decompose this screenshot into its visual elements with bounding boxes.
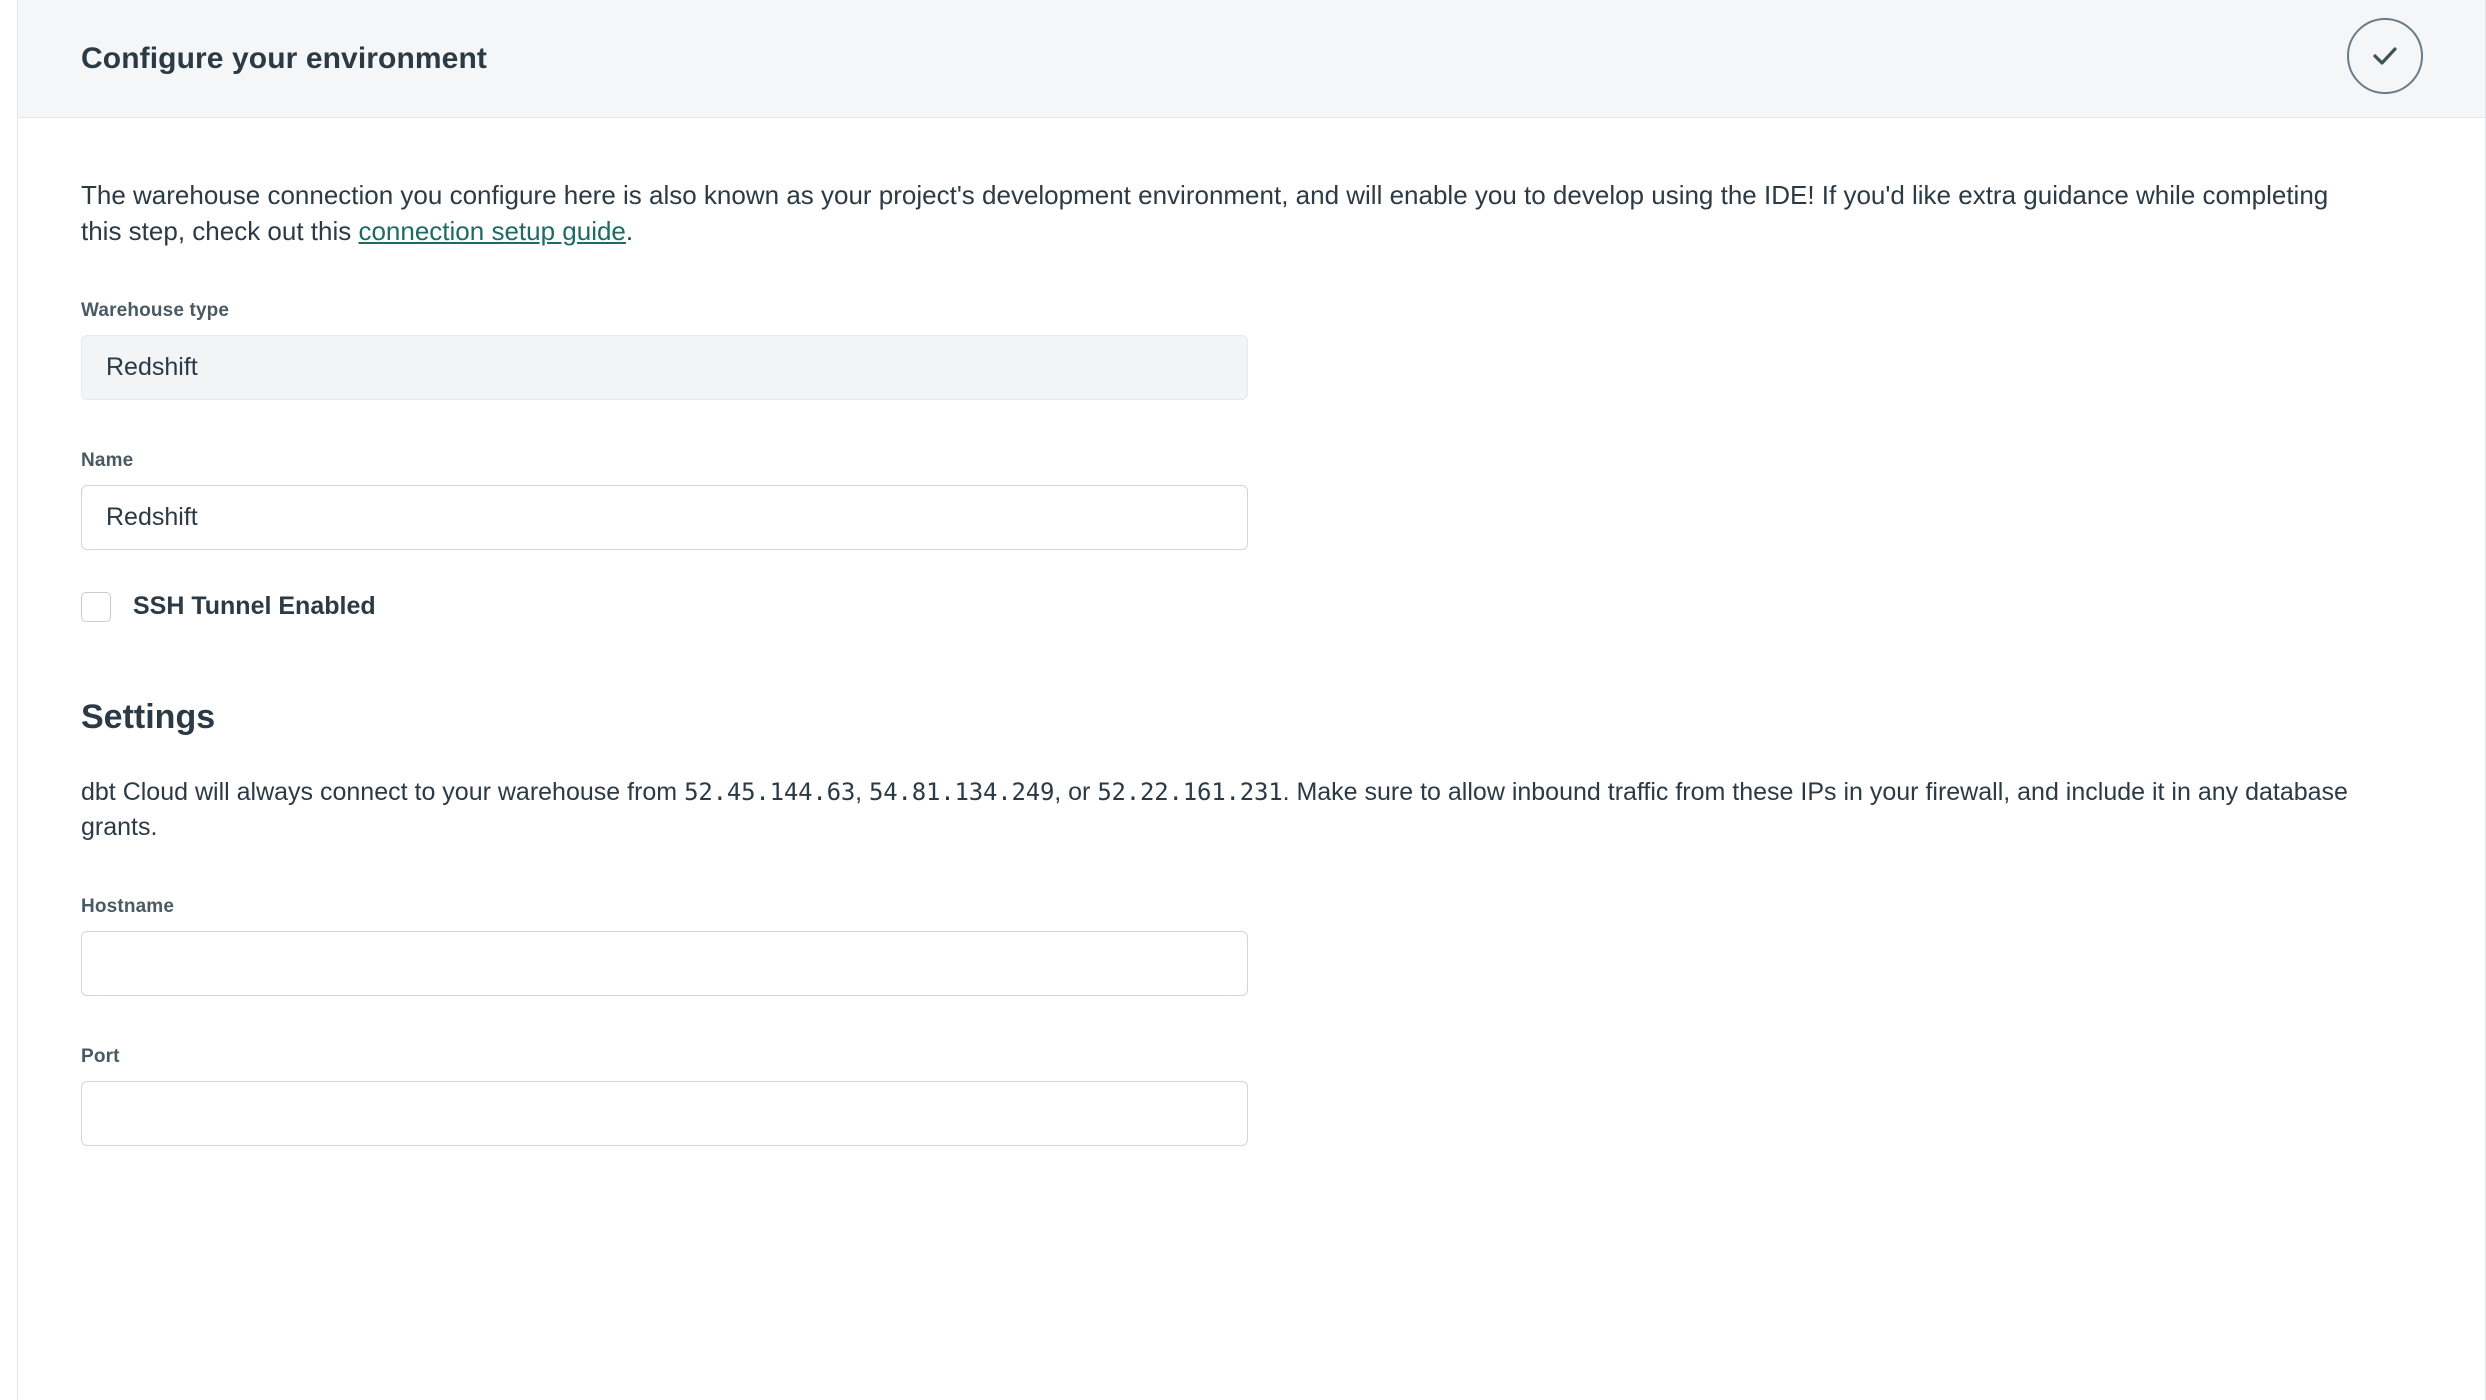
warehouse-type-field[interactable] <box>81 335 1248 400</box>
warehouse-type-label: Warehouse type <box>81 299 230 321</box>
port-label: Port <box>81 1045 120 1067</box>
settings-text-part2: . Make sure to allow inbound traffic from these IPs in your firewall, and include it in any database grants. <box>81 777 2348 842</box>
ip-separator-2: , or <box>1054 777 1098 806</box>
ip-address-2: 54.81.134.249 <box>868 777 1055 806</box>
card-header <box>18 0 2485 118</box>
settings-description <box>81 775 2391 846</box>
intro-text <box>81 178 2361 250</box>
ssh-tunnel-row[interactable] <box>81 592 2422 622</box>
settings-text-part1: dbt Cloud will always connect to your warehouse from <box>81 777 685 806</box>
ssh-tunnel-label: SSH Tunnel Enabled <box>133 592 376 621</box>
ssh-tunnel-checkbox[interactable] <box>81 592 111 622</box>
hostname-label: Hostname <box>81 895 175 917</box>
hostname-input[interactable] <box>81 931 1248 996</box>
name-input[interactable] <box>81 485 1248 550</box>
intro-text-after: . <box>625 215 634 246</box>
connection-setup-guide-link[interactable]: connection setup guide <box>358 215 626 246</box>
ip-address-1: 52.45.144.63 <box>684 777 856 806</box>
card-body <box>18 178 2485 1146</box>
warehouse-type-value: Redshift <box>106 352 198 381</box>
configure-environment-card <box>17 0 2486 1400</box>
ip-separator-1: , <box>855 777 869 806</box>
page-title: Configure your environment <box>81 41 487 75</box>
intro-text-before: The warehouse connection you configure here is also known as your project's development environment, and will enable you to develop using the IDE! If you'd like extra guidance while completing this step, check out this <box>81 180 2329 246</box>
name-input-value: Redshift <box>106 502 198 531</box>
settings-heading: Settings <box>81 697 216 736</box>
check-circle-icon <box>2347 18 2423 94</box>
name-label: Name <box>81 449 134 471</box>
ip-address-3: 52.22.161.231 <box>1097 777 1283 806</box>
port-input[interactable] <box>81 1081 1248 1146</box>
